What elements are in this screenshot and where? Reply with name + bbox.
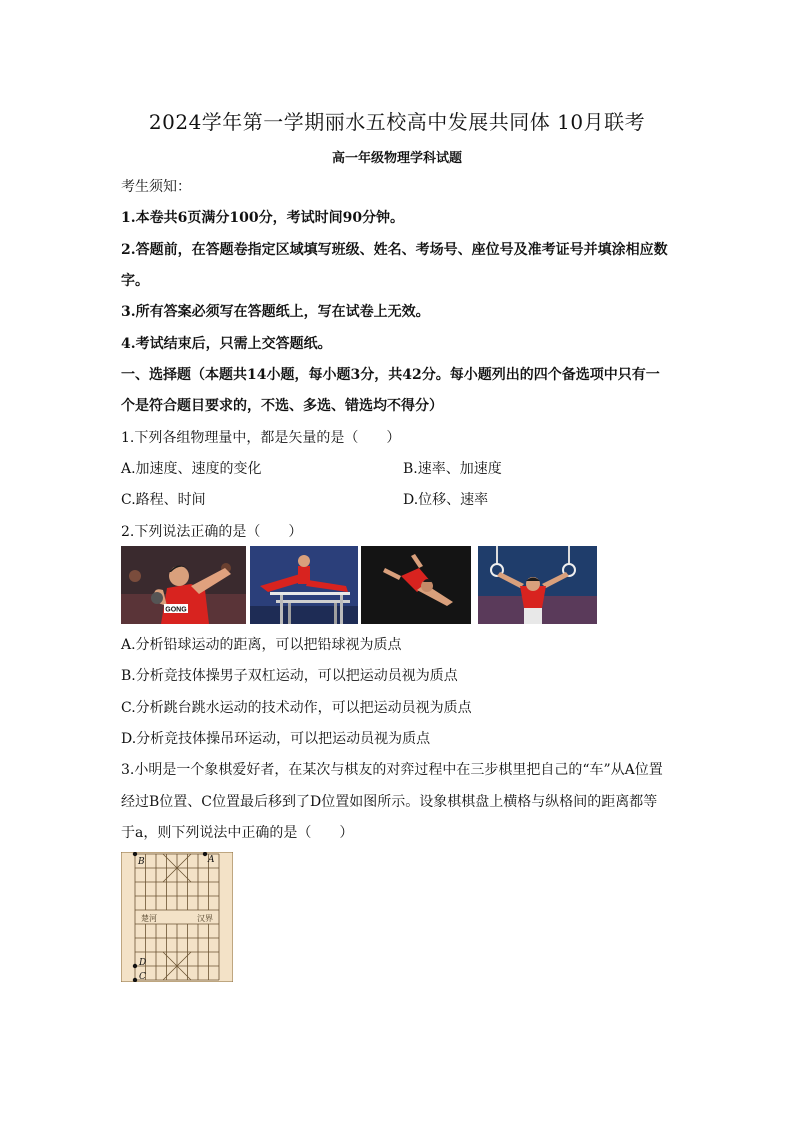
point-d	[133, 964, 137, 968]
section1-instruction-cont: 个是符合题目要求的，不选、多选、错选均不得分）	[121, 398, 443, 414]
label-d: D	[139, 958, 147, 968]
label-a: A	[208, 855, 215, 865]
q3-stem-line2: 经过B位置、C位置最后移到了D位置如图所示。设象棋棋盘上横格与纵格间的距离都等	[121, 794, 658, 810]
notice-item-3: 3.所有答案必须写在答题纸上，写在试卷上无效。	[121, 304, 430, 320]
q2-option-b: B.分析竞技体操男子双杠运动，可以把运动员视为质点	[121, 668, 458, 684]
rings-photo	[478, 546, 597, 624]
point-c	[133, 978, 137, 982]
q1-option-c: C.路程、时间	[121, 492, 206, 508]
q1-option-a: A.加速度、速度的变化	[121, 461, 262, 477]
diving-photo	[361, 546, 471, 624]
parallel-bars-photo	[250, 546, 358, 624]
chess-board-figure	[121, 852, 233, 982]
q1-stem: 1.下列各组物理量中，都是矢量的是（ ）	[121, 430, 401, 446]
notice-item-2: 2.答题前，在答题卷指定区域填写班级、姓名、考场号、座位号及准考证号并填涂相应数	[121, 242, 668, 258]
label-c: C	[139, 972, 146, 982]
q3-stem-line3: 于a，则下列说法中正确的是（ ）	[121, 825, 354, 841]
q2-option-a: A.分析铅球运动的距离，可以把铅球视为质点	[121, 637, 402, 653]
q2-option-d: D.分析竞技体操吊环运动，可以把运动员视为质点	[121, 731, 431, 747]
q1-option-d: D.位移、速率	[403, 492, 489, 508]
q2-stem: 2.下列说法正确的是（ ）	[121, 524, 303, 540]
river-right-text: 汉界	[197, 914, 213, 923]
q2-option-c: C.分析跳台跳水运动的技术动作，可以把运动员视为质点	[121, 700, 472, 716]
page-subtitle: 高一年级物理学科试题	[331, 151, 462, 166]
section1-instruction: 一、选择题（本题共14小题，每小题3分，共42分。每小题列出的四个备选项中只有一	[121, 367, 660, 383]
page-title: 2024学年第一学期丽水五校高中发展共同体 10月联考	[148, 110, 646, 134]
q3-stem-line1: 3.小明是一个象棋爱好者，在某次与棋友的对弈过程中在三步棋里把自己的“车”从A位置	[121, 762, 663, 778]
point-b	[133, 852, 137, 856]
q1-option-b: B.速率、加速度	[403, 461, 502, 477]
notice-heading: 考生须知：	[121, 179, 191, 195]
notice-item-1: 1.本卷共6页满分100分，考试时间90分钟。	[121, 210, 405, 226]
notice-item-2-cont: 字。	[121, 273, 149, 289]
point-a	[203, 852, 207, 856]
notice-item-4: 4.考试结束后，只需上交答题纸。	[121, 336, 332, 352]
jersey-text: GONG	[165, 606, 187, 614]
label-b: B	[138, 857, 145, 867]
river-left-text: 楚河	[141, 914, 157, 923]
shot-put-photo	[121, 546, 246, 624]
